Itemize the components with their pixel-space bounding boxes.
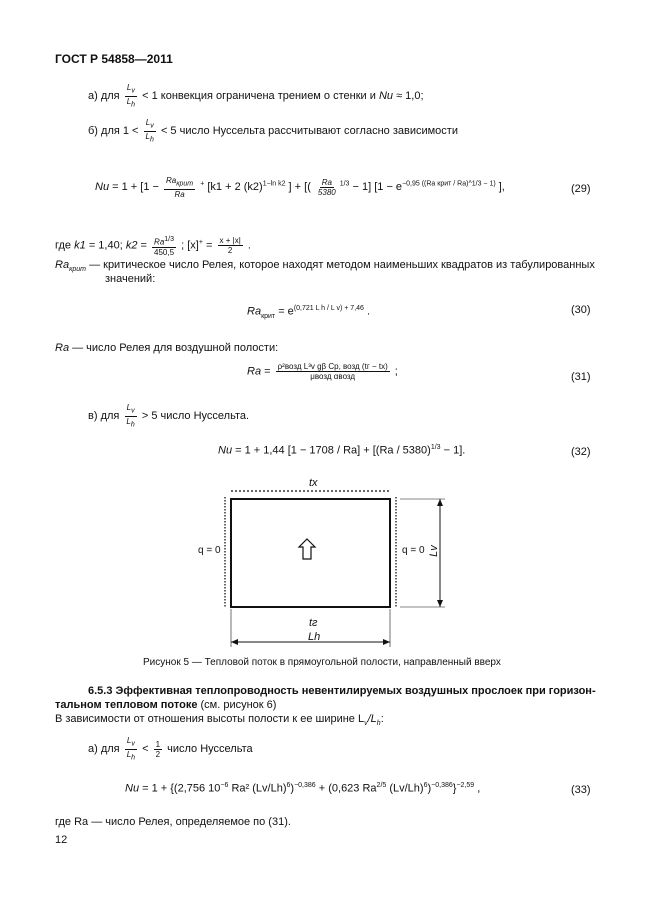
half-fraction: [154, 740, 162, 759]
item-b: [88, 118, 458, 144]
where-k-text5: =: [206, 239, 213, 252]
where-x-fraction: [218, 236, 243, 255]
figure-right-label: q = 0: [402, 545, 425, 556]
item-a2: [88, 736, 253, 762]
eq29-exp-e: −0,95 ((Ra крит / Ra)^1/3 − 1): [402, 180, 496, 188]
ratio-fraction: [124, 403, 136, 429]
eq33-exp4: 2/5: [376, 782, 387, 789]
where-k-k2: k2: [125, 239, 138, 252]
section-title-text: Эффективная теплопроводность невентилируемых воздушных прослоек при горизон-: [115, 685, 596, 697]
eq31-den: μвозд αвозд: [310, 372, 356, 381]
def-rakrit-dash: —: [89, 259, 101, 271]
ratio-num: L: [126, 736, 132, 745]
ratio-den: L: [126, 749, 132, 759]
ratio-den-sub: h: [130, 421, 135, 429]
ratio-den-sub: h: [149, 136, 154, 144]
eq33-text4: (Lv/Lh): [389, 782, 424, 795]
def-rakrit-cont: значений:: [105, 273, 156, 285]
eq33-end: ,: [477, 782, 481, 795]
where-k-fraction: [152, 235, 176, 257]
eq33-text: = 1 + {(2,756 10: [142, 782, 221, 795]
eq29-ra2-den: 5380: [317, 187, 336, 197]
eq29-end: ],: [498, 181, 505, 194]
eq30-end: .: [366, 305, 371, 318]
figure-bottom-l: Lh: [308, 631, 321, 643]
eq29-body2: [k1 + 2 (k2): [207, 181, 263, 194]
eq31-eq: =: [264, 365, 271, 378]
def-rakrit-term: Ra: [55, 259, 70, 271]
section-title-line2: [55, 699, 276, 711]
ratio-fraction: [125, 83, 137, 109]
item-b-prefix: б) для 1 <: [88, 125, 139, 137]
where-x-frac-den: 2: [227, 246, 233, 256]
def-rakrit-text: критическое число Релея, которое находят методом наименьших квадратов из табулированных: [103, 259, 595, 271]
eq32-lhs: Nu: [218, 444, 233, 457]
item-a2-text: число Нуссельта: [167, 743, 253, 755]
ratio-den: L: [145, 131, 150, 141]
item-b-text: < 5 число Нуссельта рассчитывают согласно зависимости: [160, 125, 458, 137]
eq33-exp1: −6: [220, 782, 229, 789]
half-den: 2: [155, 749, 161, 759]
eq29-ra2-num: Ra: [321, 177, 332, 187]
eq30-lhs: Ra: [247, 305, 262, 318]
ratio-num-sub: v: [131, 740, 135, 748]
where-k-frac-num: Ra: [154, 237, 165, 247]
item-a-tail: ≈ 1,0;: [396, 90, 424, 102]
eq31-fraction: [276, 362, 390, 381]
section-ref: (см. рисунок 6): [200, 699, 277, 711]
equation-30: [247, 305, 370, 320]
figure-bottom-t: tг: [309, 617, 318, 629]
eq33-lhs: Nu: [125, 782, 140, 795]
equation-29: [95, 176, 505, 199]
ratio-num-sub: v: [150, 122, 154, 130]
eq33-exp5: 6: [423, 782, 428, 789]
arrowhead-right: [383, 639, 390, 645]
eq29-lhs: Nu: [95, 181, 110, 194]
section-title: [88, 685, 596, 697]
eq29-exp-k: 1−ln k2: [262, 180, 286, 188]
where-k-k1: k1: [74, 239, 86, 252]
section-number: 6.5.3: [88, 685, 113, 697]
def-ra: [55, 342, 278, 354]
figure-height-label: Lv: [427, 545, 440, 557]
eq29-ra-num-sub: крит: [176, 180, 194, 188]
where-k-text2: = 1,40;: [88, 239, 123, 252]
eq33-number: (33): [571, 784, 591, 796]
eq33-exp3: −0,386: [294, 782, 316, 789]
where-k-text3: =: [140, 239, 147, 252]
equation-33: Nu = 1 + {(2,756 $10^{-6}$ Ra² $(Lv/Lh)^6)^{-0,386} + (0,623$ $Ra^{2/5}$ $(Lv/Lh)^6)^{-0,386}\}^{-2,59}$ ,: [125, 782, 481, 795]
eq30-eq: = e: [278, 305, 294, 318]
where-k-text6: .: [247, 239, 251, 252]
where-k-frac-num-sup: 1/3: [164, 236, 175, 243]
eq31-lhs: Ra: [247, 365, 262, 378]
ratio-num-sub: v: [131, 87, 135, 95]
equation-31: [247, 362, 398, 381]
arrowhead-up: [437, 499, 443, 506]
eq33-text3: + (0,623 Ra: [318, 782, 377, 795]
ratio-den-sub: h: [131, 101, 136, 109]
eq33-exp2: 6: [286, 782, 291, 789]
eq33-exp7: −2,59: [456, 782, 475, 789]
eq30-lhs-sub: крит: [261, 312, 276, 320]
where-k-frac-den: 450,5: [154, 247, 175, 257]
eq29-plus: +: [200, 180, 205, 188]
eq29-number: (29): [571, 183, 591, 195]
eq29-ra2-fraction: [316, 178, 338, 197]
ratio-num-sub: v: [131, 407, 135, 415]
figure-top-label: tx: [309, 477, 318, 489]
ratio-fraction: [125, 736, 137, 762]
eq29-body4: − 1] [1 − e: [352, 181, 403, 194]
item-c-prefix: в) для: [88, 410, 120, 422]
ratio-fraction: [144, 118, 156, 144]
eq31-number: (31): [571, 371, 591, 383]
eq29-body1: = 1 + [1 −: [112, 181, 159, 194]
section-line3-text: В зависимости от отношения высоты полости к ее ширине L: [55, 713, 365, 725]
eq30-number: (30): [571, 304, 591, 316]
figure-5-diagram: [195, 475, 465, 655]
item-a2-lt: <: [142, 743, 149, 755]
ratio-den: L: [126, 416, 131, 426]
eq33-text2: Ra² (Lv/Lh): [231, 782, 287, 795]
eq32-number: (32): [571, 446, 591, 458]
equation-32: [218, 444, 465, 457]
eq32-text: = 1 + 1,44 [1 − 1708 / Ra] + [(Ra / 5380): [235, 444, 431, 457]
eq32-exp: 1/3: [430, 444, 441, 451]
ratio-num: L: [126, 83, 132, 92]
ratio-num: L: [145, 118, 151, 127]
eq29-ra-den: Ra: [174, 189, 185, 199]
eq33-exp6: −0,386: [431, 782, 453, 789]
ratio-den: L: [126, 96, 132, 106]
half-num: 1: [155, 739, 161, 749]
eq32-end: − 1].: [443, 444, 466, 457]
def-rakrit: [55, 259, 595, 273]
ratio-num: L: [126, 403, 132, 412]
arrowhead-down: [437, 600, 443, 607]
eq29-body3: ] + [(: [288, 181, 311, 194]
item-a: [88, 83, 424, 109]
where-k-text1: где: [55, 239, 72, 252]
section-title2: тальном тепловом потоке: [55, 699, 198, 711]
def-ra-term: Ra: [55, 342, 70, 354]
document-header: ГОСТ Р 54858—2011: [55, 52, 173, 66]
item-c-text: > 5 число Нуссельта.: [141, 410, 250, 422]
item-a2-prefix: а) для: [88, 743, 120, 755]
def-ra-text: — число Релея для воздушной полости:: [72, 342, 279, 354]
heat-flow-arrow-icon: [299, 539, 315, 559]
where-ra: где Ra — число Релея, определяемое по (31).: [55, 816, 291, 828]
section-line3: В зависимости от отношения высоты полости к ее ширине $L_v/L_h$:: [55, 713, 384, 728]
where-x-frac-num: x + |x|: [219, 236, 241, 246]
item-a-nu: Nu: [378, 90, 393, 102]
where-k: где k1 = 1,40; k2 = $\frac{Ra^{1/3}}{450,5}$ ; [x]+ = $\frac{x + |x|}{2}$ .: [55, 236, 251, 257]
item-a-text: < 1 конвекция ограничена трением о стенки и: [142, 90, 376, 102]
ratio-den-sub: h: [131, 754, 136, 762]
eq29-ra-fraction: [164, 176, 195, 199]
where-k-text4: ; [x]: [181, 239, 199, 252]
item-c: [88, 403, 249, 429]
figure-left-label: q = 0: [198, 545, 221, 556]
eq29-ra-num: Ra: [165, 176, 177, 185]
def-rakrit-term-sub: крит: [69, 266, 86, 274]
eq31-end: ;: [394, 365, 398, 378]
eq29-exp13: 1/3: [339, 180, 350, 188]
figure-caption: Рисунок 5 — Тепловой поток в прямоугольной полости, направленный вверх: [143, 657, 501, 668]
eq30-exp: (0,721 L h / L v) + 7,46: [293, 305, 364, 312]
page-number: 12: [55, 834, 68, 846]
item-a-prefix: а) для: [88, 90, 120, 102]
arrowhead-left: [231, 639, 238, 645]
eq31-num: ρ²возд L³v gβ Cp, возд (tг − tx): [277, 362, 388, 371]
